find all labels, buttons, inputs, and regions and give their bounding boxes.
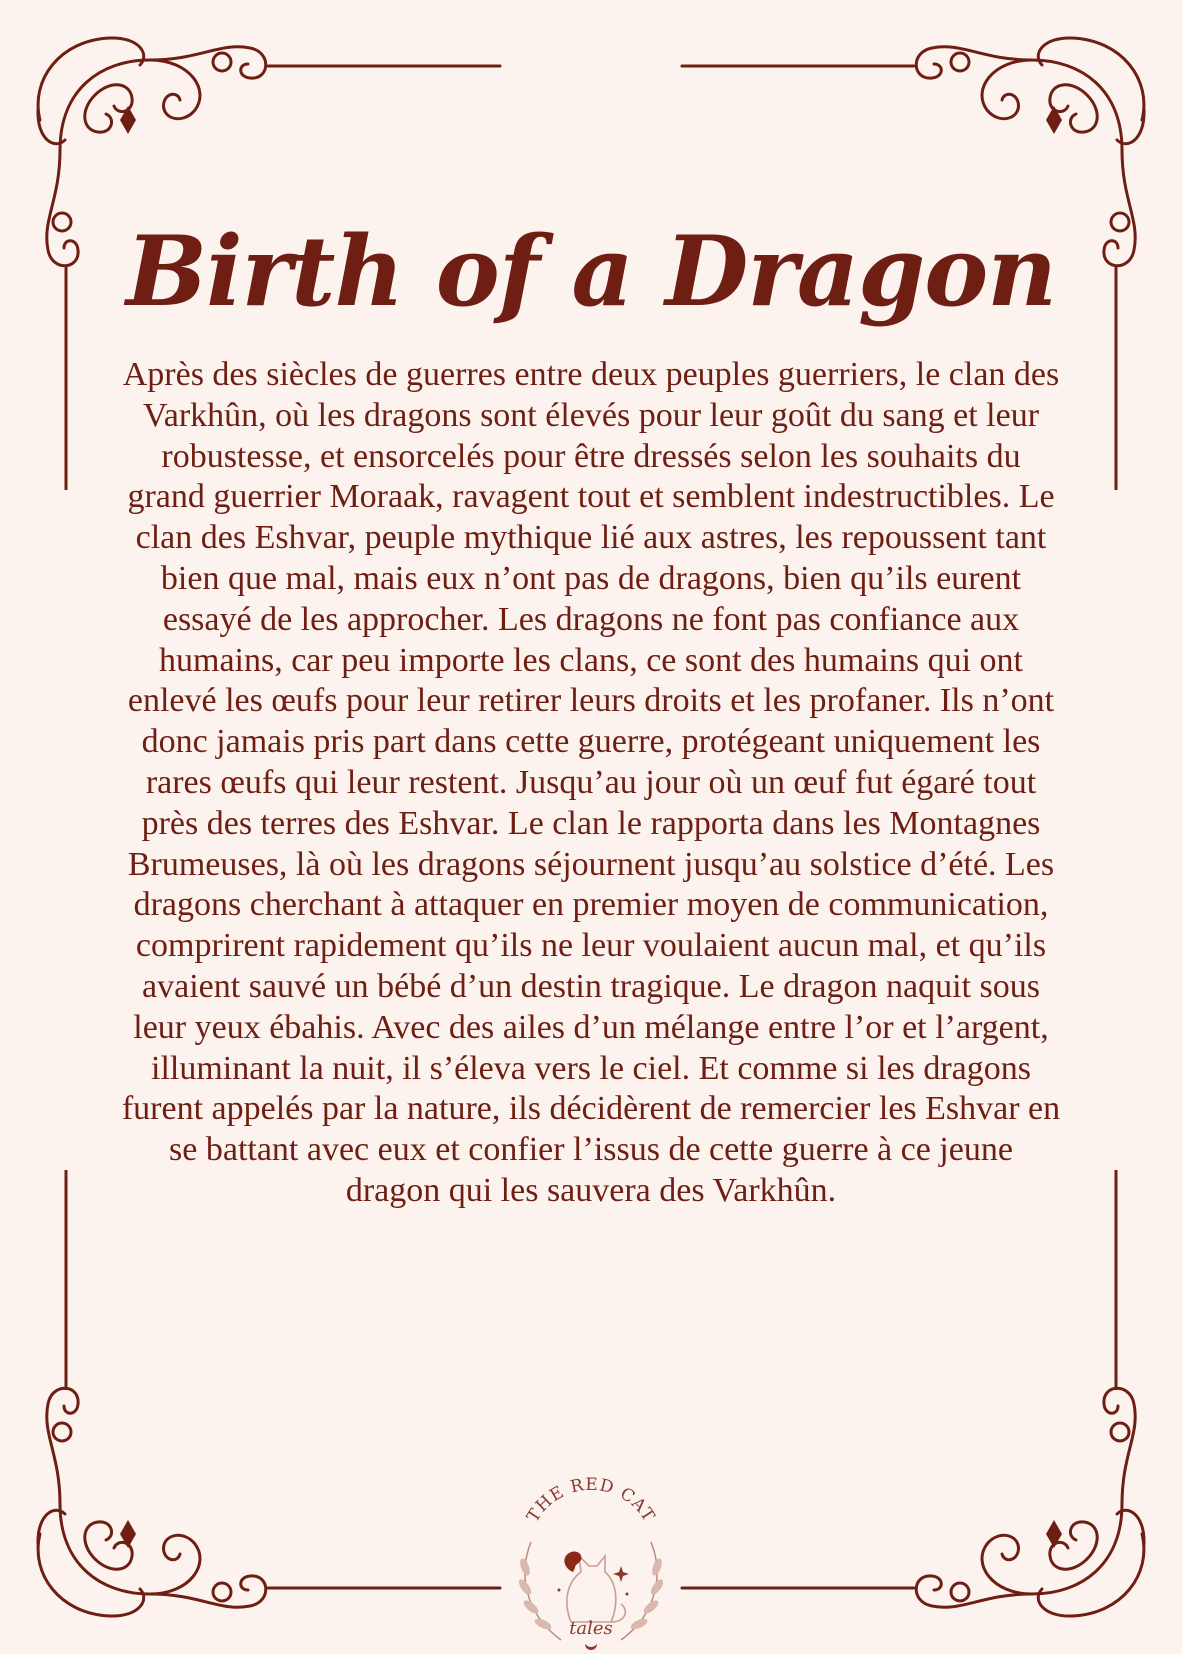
page-title: Birth of a Dragon: [125, 215, 1057, 329]
story-paragraph: Après des siècles de guerres entre deux peuples guerriers, le clan des Varkhûn, où les dragons sont élevés pour leur goût du sang et leur robustesse, et ensorcelés pour être dressés selon les souhaits du grand guerrier Moraak, ravagent tout et semblent indestructibles. Le clan des Eshvar, peuple mythique lié aux astres, les repoussent tant bien que mal, mais eux n’ont pas de dragons, bien qu’ils eurent essayé de les approcher. Les dragons ne font pas confiance aux humains, car peu importe les clans, ce sont des humains qui ont enlevé les œufs pour leur retirer leurs droits et les profaner. Ils n’ont donc jamais pris part dans cette guerre, protégeant uniquement les rares œufs qui leur restent. Jusqu’au jour où un œuf fut égaré tout près des terres des Eshvar. Le clan le rapporta dans les Montagnes Brumeuses, là où les dragons séjournent jusqu’au solstice d’été. Les dragons cherchant à attaquer en premier moyen de communication, comprirent rapidement qu’ils ne leur voulaient aucun mal, et qu’ils avaient sauvé un bébé d’un destin tragique. Le dragon naquit sous leur yeux ébahis. Avec des ailes d’un mélange entre l’or et l’argent, illuminant la nuit, il s’éleva vers le ciel. Et comme si les dragons furent appelés par la nature, ils décidèrent de remercier les Eshvar en se battant avec eux et confier l’issus de cette guerre à ce jeune dragon qui les sauvera des Varkhûn.: [121, 356, 1061, 1209]
red-cat-logo-icon: [501, 1472, 681, 1654]
corner-flourish-bottom-left: [38, 1184, 500, 1616]
corner-flourish-bottom-right: [682, 1184, 1144, 1616]
logo-text-top: THE RED CAT: [523, 1474, 659, 1526]
logo-text-bottom: tales: [569, 1618, 613, 1639]
